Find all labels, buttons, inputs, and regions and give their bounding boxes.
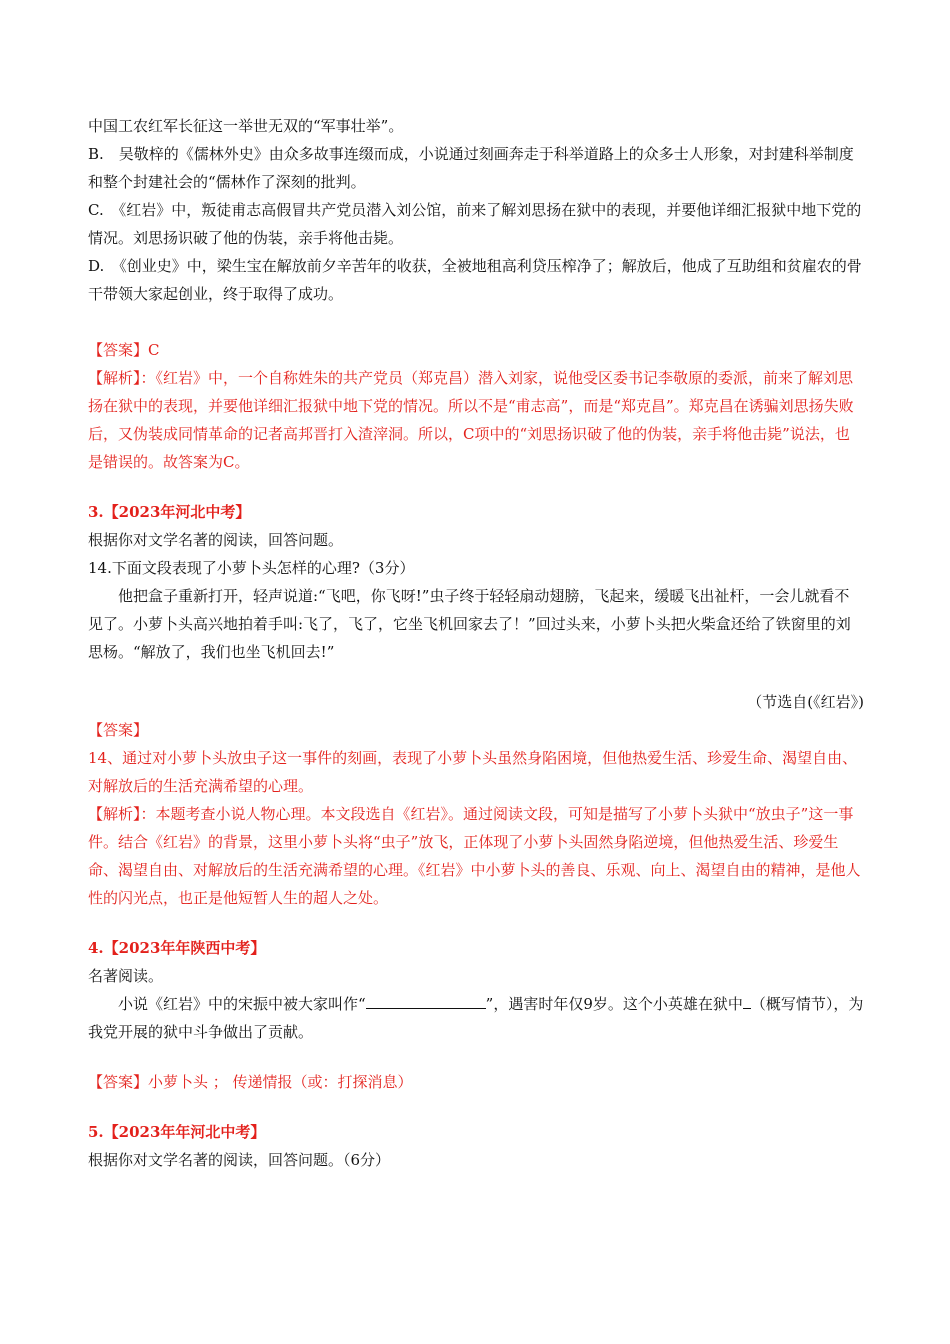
q4-text-part1: 小说《红岩》中的宋振中被大家叫作“ — [118, 995, 366, 1013]
q3-analysis: 【解析】：本题考查小说人物心理。本文段选自《红岩》。通过阅读文段，可知是描写了小萝卜头狱中“放虫子”这一事件。结合《红岩》的背景，这里小萝卜头将“虫子”放飞，正体现了小萝卜头固然身陷逆境，但他热爱生活、珍爱生命、渴望自由、对解放后的生活充满希望的心理。《红岩》中小萝卜头的善良、乐观、向上、渴望自由的精神，是他人性的闪光点，也正是他短暂人生的超人之处。 — [88, 805, 861, 907]
q4-text — [88, 990, 864, 1046]
q4-text-part2: ”，遇害时年仅9岁。这个小英雄在狱中 — [485, 995, 743, 1013]
option-d: D. 《创业史》中，梁生宝在解放前夕辛苦年的收获，全被地租高利贷压榨净了；解放后，他成了互助组和贫雇农的骨干带领大家起创业，终于取得了成功。 — [88, 257, 862, 303]
q5-instruction: 根据你对文学名著的阅读，回答问题。（6分） — [88, 1151, 391, 1169]
q4-text-part3: （概写情节），为我党开展的狱中斗争做出了贡献。 — [88, 995, 864, 1041]
fill-blank-plot — [743, 994, 751, 1009]
q3-instruction: 根据你对文学名著的阅读，回答问题。 — [88, 531, 344, 549]
q3-title: 3.【2023年河北中考】 — [88, 503, 251, 521]
q4-title: 4.【2023年年陕西中考】 — [88, 939, 266, 957]
q4-instruction: 名著阅读。 — [88, 967, 164, 985]
q3-question: 14.下面文段表现了小萝卜头怎样的心理?（3分） — [88, 559, 415, 577]
q3-answer-label: 【答案】 — [88, 721, 149, 739]
page-content — [88, 112, 864, 1174]
q2-answer: 【答案】C — [88, 341, 160, 359]
q5-title: 5.【2023年年河北中考】 — [88, 1123, 266, 1141]
option-b: B. 吴敬梓的《儒林外史》由众多故事连缀而成，小说通过刻画奔走于科举道路上的众多士人形象，对封建科举制度和整个封建社会的“儒林作了深刻的批判。 — [88, 145, 854, 191]
fill-blank-nickname — [366, 994, 486, 1009]
q2-analysis: 【解析】：《红岩》中，一个自称姓朱的共产党员（郑克昌）潜入刘家，说他受区委书记李敬原的委派，前来了解刘思扬在狱中的表现，并要他详细汇报狱中地下党的情况。所以不是“甫志高”，而是“郑克昌”。郑克昌在诱骗刘思扬失败后，又伪装成同情革命的记者高邦晋打入渣滓洞。所以，C项中的“刘思扬识破了他的伪装，亲手将他击毙”说法，也是错误的。故答案为C。 — [88, 369, 854, 471]
q3-source: （节选自(《红岩》) — [747, 693, 864, 711]
q3-passage: 他把盒子重新打开，轻声说道:“飞吧，你飞呀!”虫子终于轻轻扇动翅膀，飞起来，缓暖飞出祉杆，一会儿就看不见了。小萝卜头高兴地拍着手叫:飞了，飞了，它坐飞机回家去了！”回过头来，小萝卜头把火柴盒还给了铁窗里的刘思杨。“解放了，我们也坐飞机回去!” — [88, 587, 851, 661]
option-a-continuation: 中国工农红军长征这一举世无双的“军事壮举”。 — [88, 117, 404, 135]
q3-answer-text: 14、通过对小萝卜头放虫子这一事件的刻画，表现了小萝卜头虽然身陷困境，但他热爱生活、珍爱生命、渴望自由、对解放后的生活充满希望的心理。 — [88, 749, 858, 795]
q4-answer: 【答案】小萝卜头 ； 传递情报（或：打探消息） — [88, 1073, 413, 1091]
option-c: C. 《红岩》中，叛徒甫志高假冒共产党员潜入刘公馆，前来了解刘思扬在狱中的表现，并要他详细汇报狱中地下党的情况。刘思扬识破了他的伪装，亲手将他击毙。 — [88, 201, 862, 247]
